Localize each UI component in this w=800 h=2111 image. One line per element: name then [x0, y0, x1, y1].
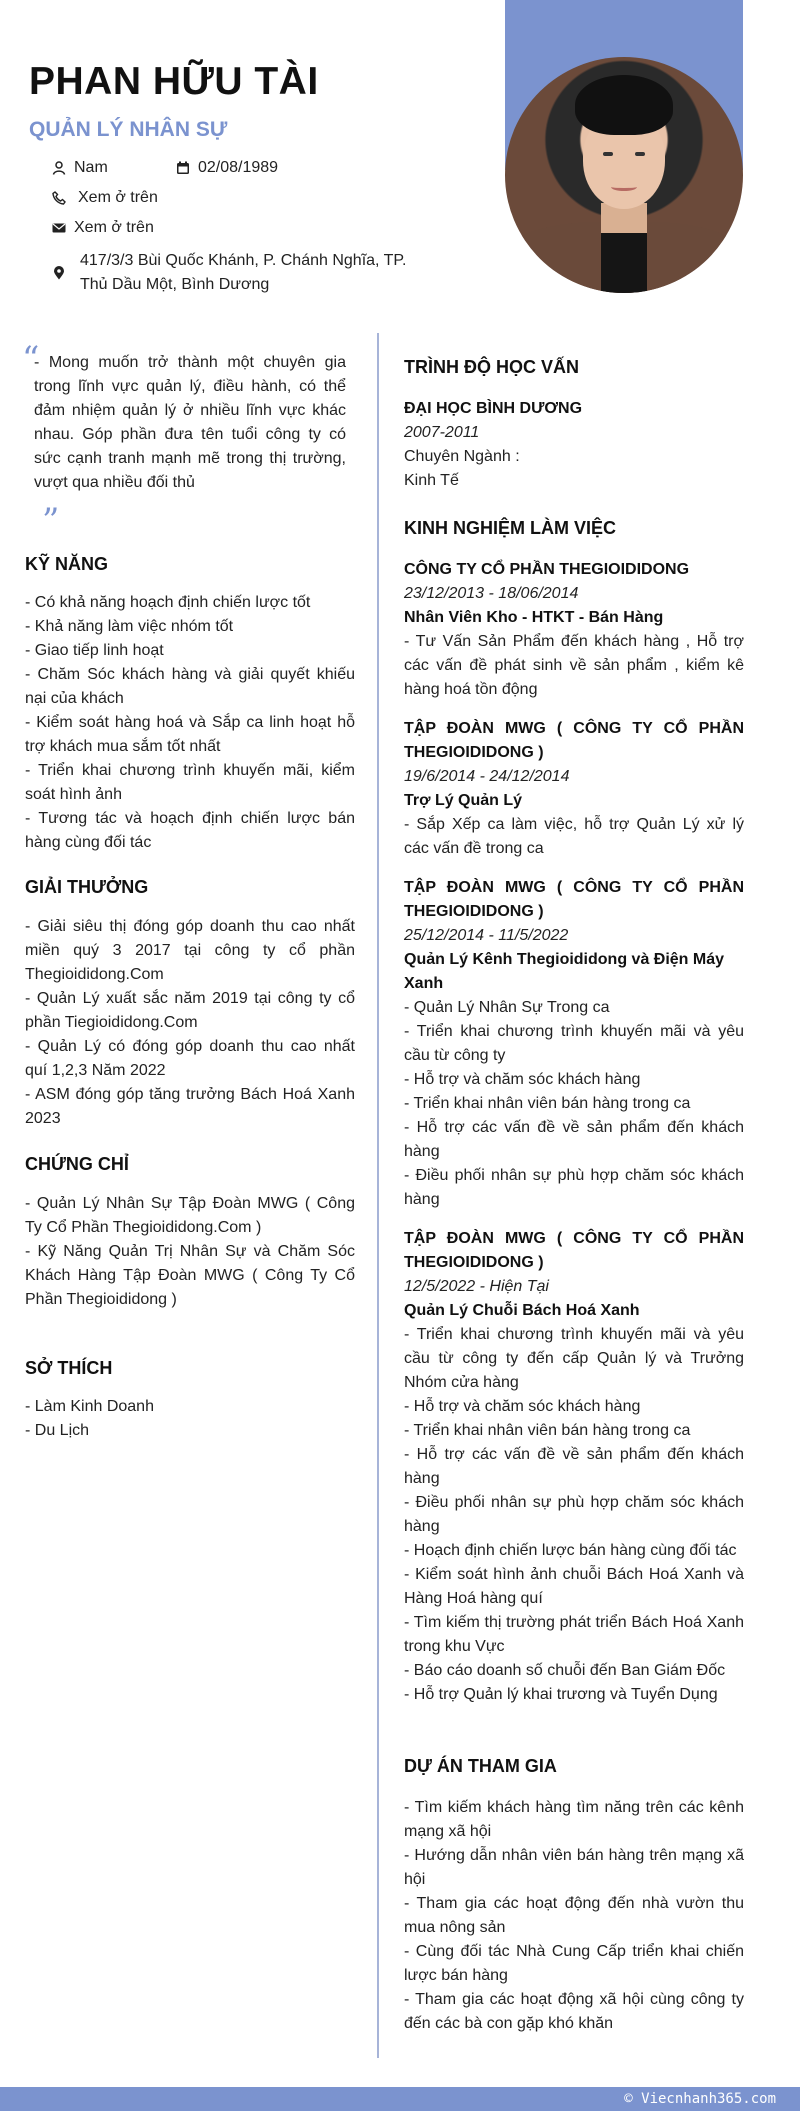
list-item: - Tương tác và hoạch định chiến lược bán hàng cùng đối tác: [25, 810, 355, 851]
job-duty: - Triển khai nhân viên bán hàng trong ca: [404, 1422, 691, 1439]
email-value[interactable]: Xem ở trên: [74, 219, 154, 236]
address-info: [52, 249, 406, 297]
hobbies-list: [25, 1395, 355, 1443]
job-dates: 12/5/2022 - Hiện Tại: [404, 1278, 549, 1295]
job-role: Trợ Lý Quản Lý: [404, 792, 523, 809]
job-duty: - Quản Lý Nhân Sự Trong ca: [404, 999, 610, 1016]
job-duty: - Hỗ trợ Quản lý khai trương và Tuyển Dụng: [404, 1686, 718, 1703]
footer-bar: [0, 2087, 800, 2111]
close-quote-mark: ”: [42, 501, 60, 541]
education-years: 2007-2011: [404, 424, 480, 441]
list-item: - Làm Kinh Doanh: [25, 1398, 154, 1415]
job-role: Quản Lý Kênh Thegioididong và Điện Máy Xanh: [404, 951, 725, 992]
phone-value[interactable]: Xem ở trên: [78, 189, 158, 206]
job-duty: - Hỗ trợ các vấn đề về sản phẩm đến khách hàng: [404, 1119, 744, 1160]
open-quote-mark: “: [22, 339, 40, 379]
job-duty: - Hoạch định chiến lược bán hàng cùng đối tác: [404, 1542, 737, 1559]
awards-list: [25, 915, 355, 1131]
list-item: - Giao tiếp linh hoạt: [25, 642, 164, 659]
skills-list: [25, 591, 355, 855]
company-name: TẬP ĐOÀN MWG ( CÔNG TY CỔ PHẦN THEGIOIDIDONG ): [404, 1230, 744, 1271]
company-name: TẬP ĐOÀN MWG ( CÔNG TY CỔ PHẦN THEGIOIDIDONG ): [404, 879, 744, 920]
job-entry-1: [404, 558, 744, 702]
skills-heading: KỸ NĂNG: [25, 554, 109, 574]
envelope-icon: [52, 221, 66, 235]
list-item: - Tìm kiếm khách hàng tìm năng trên các kênh mạng xã hội: [404, 1799, 744, 1840]
job-dates: 23/12/2013 - 18/06/2014: [404, 585, 579, 602]
job-role: Nhân Viên Kho - HTKT - Bán Hàng: [404, 609, 664, 626]
list-item: - Quản Lý xuất sắc năm 2019 tại công ty cổ phần Tiegioididong.Com: [25, 990, 355, 1031]
list-item: - Triển khai chương trình khuyến mãi, kiểm soát hình ảnh: [25, 762, 355, 803]
list-item: - Kỹ Năng Quản Trị Nhân Sự và Chăm Sóc Khách Hàng Tập Đoàn MWG ( Công Ty Cổ Phần Thegioididong ): [25, 1243, 355, 1308]
company-name: CÔNG TY CỔ PHẦN THEGIOIDIDONG: [404, 561, 690, 578]
calendar-icon: [176, 161, 190, 175]
projects-heading: DỰ ÁN THAM GIA: [404, 1756, 557, 1776]
experience-heading: KINH NGHIỆM LÀM VIỆC: [404, 518, 617, 538]
job-duty: - Triển khai chương trình khuyến mãi và yêu cầu từ công ty đến cấp Quản lý và Trưởng Nhóm cửa hàng: [404, 1326, 744, 1391]
certificates-list: [25, 1192, 355, 1312]
job-duty: - Hỗ trợ và chăm sóc khách hàng: [404, 1398, 641, 1415]
profile-photo: [505, 57, 743, 293]
job-duty: - Hỗ trợ và chăm sóc khách hàng: [404, 1071, 641, 1088]
job-duty: - Điều phối nhân sự phù hợp chăm sóc khách hàng: [404, 1494, 744, 1535]
job-title: QUẢN LÝ NHÂN SỰ: [29, 118, 228, 141]
list-item: - Có khả năng hoạch định chiến lược tốt: [25, 594, 311, 611]
footer-credit[interactable]: © Viecnhanh365.com: [624, 2091, 776, 2107]
list-item: - Hướng dẫn nhân viên bán hàng trên mạng xã hội: [404, 1847, 744, 1888]
job-entry-3: [404, 876, 744, 1212]
major-value: Kinh Tế: [404, 472, 459, 489]
list-item: - Khả năng làm việc nhóm tốt: [25, 618, 234, 635]
school-name: ĐẠI HỌC BÌNH DƯƠNG: [404, 400, 583, 417]
list-item: - ASM đóng góp tăng trưởng Bách Hoá Xanh 2023: [25, 1086, 355, 1127]
job-duty: - Kiểm soát hình ảnh chuỗi Bách Hoá Xanh và Hàng Hoá hàng quí: [404, 1566, 744, 1607]
list-item: - Du Lịch: [25, 1422, 90, 1439]
list-item: - Kiểm soát hàng hoá và Sắp ca linh hoạt hỗ trợ khách mua sắm tốt nhất: [25, 714, 355, 755]
list-item: - Cùng đối tác Nhà Cung Cấp triển khai chiến lược bán hàng: [404, 1943, 744, 1984]
phone-info: [52, 189, 158, 207]
job-duty: - Tìm kiếm thị trường phát triển Bách Hoá Xanh trong khu Vực: [404, 1614, 744, 1655]
job-duty: - Sắp Xếp ca làm việc, hỗ trợ Quản Lý xử lý các vấn đề trong ca: [404, 816, 744, 857]
job-duty: - Triển khai nhân viên bán hàng trong ca: [404, 1095, 691, 1112]
candidate-name: PHAN HỮU TÀI: [29, 60, 319, 103]
job-role: Quản Lý Chuỗi Bách Hoá Xanh: [404, 1302, 640, 1319]
awards-heading: GIẢI THƯỞNG: [25, 877, 149, 897]
column-divider: [377, 333, 379, 2058]
list-item: - Tham gia các hoạt động đến nhà vườn thu mua nông sản: [404, 1895, 744, 1936]
education-heading: TRÌNH ĐỘ HỌC VẤN: [404, 357, 579, 377]
job-dates: 25/12/2014 - 11/5/2022: [404, 927, 569, 944]
person-icon: [52, 161, 66, 175]
certificates-heading: CHỨNG CHỈ: [25, 1154, 129, 1174]
job-entry-2: [404, 717, 744, 861]
list-item: - Tham gia các hoạt động xã hội cùng công ty đến các bà con gặp khó khăn: [404, 1991, 744, 2032]
list-item: - Quản Lý có đóng góp doanh thu cao nhất quí 1,2,3 Năm 2022: [25, 1038, 355, 1079]
address-line-2: Thủ Dầu Một, Bình Dương: [80, 276, 270, 293]
job-entry-4: [404, 1227, 744, 1707]
map-pin-icon: [52, 266, 66, 280]
gender-value: Nam: [74, 159, 108, 176]
job-duty: - Tư Vấn Sản Phẩm đến khách hàng , Hỗ trợ các vấn đề phát sinh về sản phẩm , kiểm kê hàng hoá tồn động: [404, 633, 744, 698]
list-item: - Quản Lý Nhân Sự Tập Đoàn MWG ( Công Ty Cổ Phần Thegioididong.Com ): [25, 1195, 355, 1236]
list-item: - Giải siêu thị đóng góp doanh thu cao nhất miền quý 3 2017 tại công ty cổ phần Thegioididong.Com: [25, 918, 355, 983]
job-duty: - Triển khai chương trình khuyến mãi và yêu cầu từ công ty: [404, 1023, 744, 1064]
birthday-info: [176, 159, 278, 177]
hobbies-heading: SỞ THÍCH: [25, 1358, 113, 1378]
job-duty: - Báo cáo doanh số chuỗi đến Ban Giám Đốc: [404, 1662, 726, 1679]
job-duty: - Hỗ trợ các vấn đề về sản phẩm đến khách hàng: [404, 1446, 744, 1487]
company-name: TẬP ĐOÀN MWG ( CÔNG TY CỔ PHẦN THEGIOIDIDONG ): [404, 720, 744, 761]
gender-info: [52, 159, 108, 177]
list-item: - Chăm Sóc khách hàng và giải quyết khiếu nại của khách: [25, 666, 355, 707]
job-dates: 19/6/2014 - 24/12/2014: [404, 768, 570, 785]
job-duty: - Điều phối nhân sự phù hợp chăm sóc khách hàng: [404, 1167, 744, 1208]
major-label: Chuyên Ngành :: [404, 448, 520, 465]
birthday-value: 02/08/1989: [198, 159, 279, 176]
email-info: [52, 219, 154, 237]
projects-list: [404, 1796, 744, 2036]
address-line-1: 417/3/3 Bùi Quốc Khánh, P. Chánh Nghĩa, TP.: [80, 252, 407, 269]
education-block: [404, 397, 744, 493]
phone-icon: [52, 191, 66, 205]
career-objective: - Mong muốn trở thành một chuyên gia trong lĩnh vực quản lý, điều hành, có thể đảm nhiệm quản lý ở nhiều lĩnh vực khác nhau. Góp phần đưa tên tuổi công ty có sức cạnh tranh mạnh mẽ trong thị trường, vượt qua nhiều đối thủ: [34, 354, 346, 491]
